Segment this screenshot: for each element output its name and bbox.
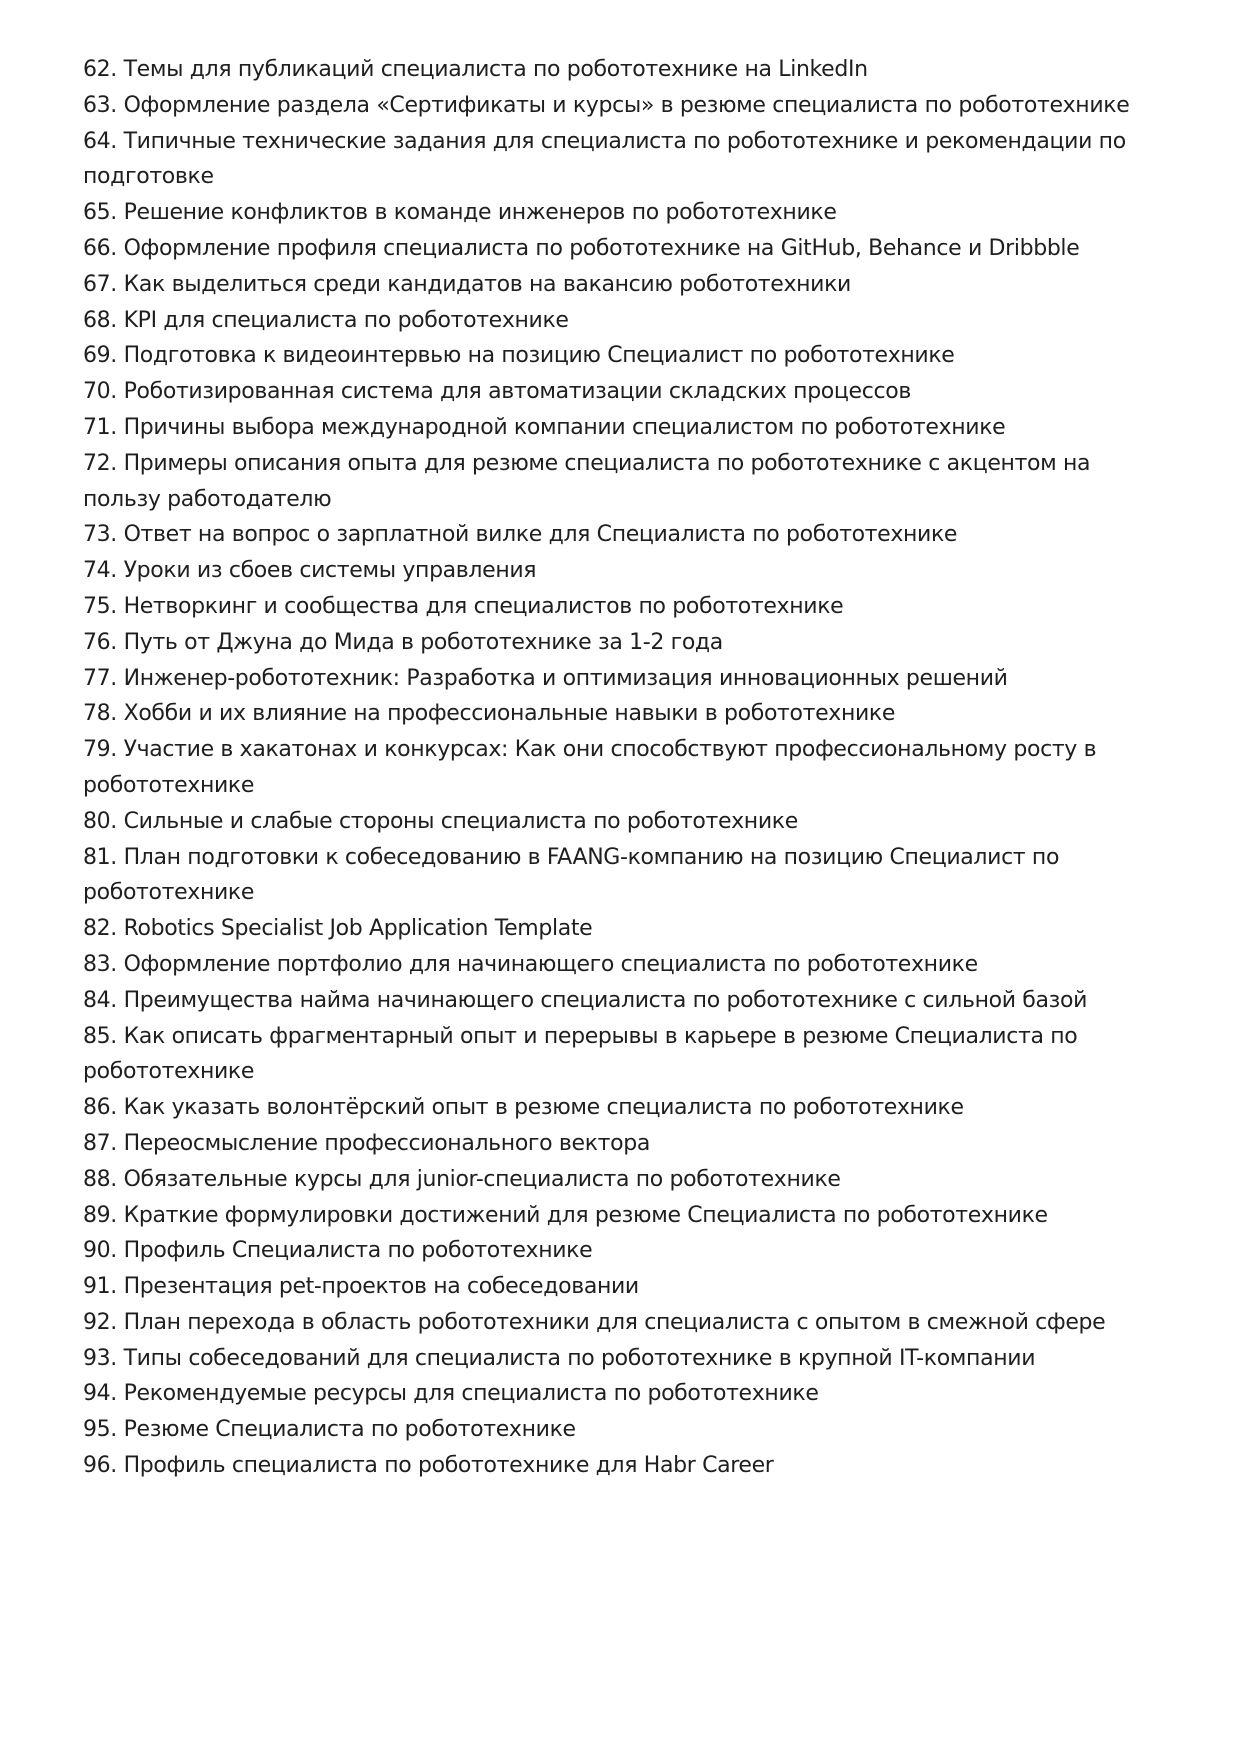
list-item <box>83 231 1163 267</box>
article-list <box>83 52 1163 1484</box>
list-item <box>83 195 1163 231</box>
item-title: Robotics Specialist Job Application Template <box>123 916 593 942</box>
item-number: 66. <box>83 235 117 261</box>
item-number: 76. <box>83 629 117 655</box>
item-number: 74. <box>83 558 117 584</box>
list-item <box>83 983 1163 1019</box>
list-item <box>83 410 1163 446</box>
list-item <box>83 1376 1163 1412</box>
item-number: 75. <box>83 593 117 619</box>
item-title: Переосмысление профессионального вектора <box>123 1130 650 1156</box>
item-title: Решение конфликтов в команде инженеров по робототехнике <box>123 200 837 226</box>
item-title: Краткие формулировки достижений для резюме Специалиста по робототехнике <box>123 1202 1048 1228</box>
item-number: 92. <box>83 1309 117 1335</box>
item-number: 93. <box>83 1345 117 1371</box>
list-item <box>83 804 1163 840</box>
item-title: Примеры описания опыта для резюме специалиста по робототехнике с акцентом на пользу работодателю <box>83 450 1091 512</box>
item-title: План подготовки к собеседованию в FAANG-компанию на позицию Специалист по робототехнике <box>83 844 1060 906</box>
item-number: 86. <box>83 1095 117 1121</box>
item-number: 90. <box>83 1238 117 1264</box>
item-number: 82. <box>83 916 117 942</box>
list-item <box>83 1090 1163 1126</box>
item-number: 85. <box>83 1023 117 1049</box>
item-title: Нетворкинг и сообщества для специалистов по робототехнике <box>123 593 844 619</box>
item-title: Резюме Специалиста по робототехнике <box>123 1417 576 1443</box>
item-number: 84. <box>83 987 117 1013</box>
item-title: Инженер-робототехник: Разработка и оптимизация инновационных решений <box>123 665 1008 691</box>
item-number: 96. <box>83 1453 117 1479</box>
list-item <box>83 1269 1163 1305</box>
item-title: Типы собеседований для специалиста по робототехнике в крупной IT-компании <box>123 1345 1036 1371</box>
list-item <box>83 696 1163 732</box>
item-title: План перехода в область робототехники для специалиста с опытом в смежной сфере <box>123 1309 1106 1335</box>
item-title: Роботизированная система для автоматизации складских процессов <box>123 379 911 405</box>
list-item <box>83 1162 1163 1198</box>
list-item <box>83 338 1163 374</box>
item-title: Рекомендуемые ресурсы для специалиста по робототехнике <box>123 1381 819 1407</box>
item-number: 80. <box>83 808 117 834</box>
list-item <box>83 446 1163 518</box>
item-title: Участие в хакатонах и конкурсах: Как они способствуют профессиональному росту в робототехнике <box>83 737 1097 798</box>
item-title: Оформление раздела «Сертификаты и курсы» в резюме специалиста по робототехнике <box>123 92 1130 118</box>
item-title: Ответ на вопрос о зарплатной вилке для Специалиста по робототехнике <box>123 522 958 548</box>
item-number: 83. <box>83 951 117 977</box>
list-item <box>83 1412 1163 1448</box>
list-item <box>83 124 1163 196</box>
item-title: Как указать волонтёрский опыт в резюме специалиста по робототехнике <box>123 1095 964 1121</box>
list-item <box>83 553 1163 589</box>
list-item <box>83 1305 1163 1341</box>
item-title: Типичные технические задания для специалиста по робототехнике и рекомендации по подготовке <box>83 128 1126 190</box>
list-item <box>83 1233 1163 1269</box>
item-number: 88. <box>83 1166 117 1192</box>
list-item <box>83 1126 1163 1162</box>
item-number: 94. <box>83 1381 117 1407</box>
list-item <box>83 1341 1163 1377</box>
list-item <box>83 1448 1163 1484</box>
item-title: Профиль специалиста по робототехнике для Habr Career <box>123 1453 774 1479</box>
list-item <box>83 1019 1163 1091</box>
item-number: 71. <box>83 414 117 440</box>
item-title: Презентация pet-проектов на собеседовании <box>123 1274 639 1300</box>
item-number: 95. <box>83 1417 117 1443</box>
item-title: Как выделиться среди кандидатов на вакансию робототехники <box>123 271 851 297</box>
item-title: Оформление профиля специалиста по робототехнике на GitHub, Behance и Dribbble <box>123 235 1080 261</box>
item-number: 81. <box>83 844 117 870</box>
list-item <box>83 840 1163 912</box>
item-title: Темы для публикаций специалиста по робототехнике на LinkedIn <box>123 57 868 82</box>
item-title: Хобби и их влияние на профессиональные навыки в робототехнике <box>123 701 896 727</box>
item-number: 69. <box>83 343 117 369</box>
list-item <box>83 947 1163 983</box>
list-item <box>83 661 1163 697</box>
list-item <box>83 374 1163 410</box>
item-title: Как описать фрагментарный опыт и перерывы в карьере в резюме Специалиста по робототехнике <box>83 1023 1078 1085</box>
item-title: KPI для специалиста по робототехнике <box>123 307 569 333</box>
item-number: 68. <box>83 307 117 333</box>
item-number: 72. <box>83 450 117 476</box>
item-title: Путь от Джуна до Мида в робототехнике за 1-2 года <box>123 629 723 655</box>
item-title: Сильные и слабые стороны специалиста по робототехнике <box>123 808 798 834</box>
list-item <box>83 625 1163 661</box>
item-number: 79. <box>83 737 117 763</box>
item-title: Оформление портфолио для начинающего специалиста по робототехнике <box>123 951 978 977</box>
item-number: 77. <box>83 665 117 691</box>
item-title: Профиль Специалиста по робототехнике <box>123 1238 593 1264</box>
item-number: 62. <box>83 57 117 82</box>
item-number: 87. <box>83 1130 117 1156</box>
item-number: 65. <box>83 200 117 226</box>
list-item <box>83 303 1163 339</box>
list-item <box>83 589 1163 625</box>
item-number: 89. <box>83 1202 117 1228</box>
item-number: 78. <box>83 701 117 727</box>
item-title: Причины выбора международной компании специалистом по робототехнике <box>123 414 1006 440</box>
list-item <box>83 732 1163 804</box>
item-number: 70. <box>83 379 117 405</box>
list-item <box>83 88 1163 124</box>
item-title: Подготовка к видеоинтервью на позицию Специалист по робототехнике <box>123 343 955 369</box>
item-title: Обязательные курсы для junior-специалиста по робототехнике <box>123 1166 841 1192</box>
list-item <box>83 52 1163 88</box>
list-item <box>83 517 1163 553</box>
item-title: Уроки из сбоев системы управления <box>123 558 537 584</box>
item-number: 91. <box>83 1274 117 1300</box>
list-item <box>83 911 1163 947</box>
item-number: 63. <box>83 92 117 118</box>
item-number: 67. <box>83 271 117 297</box>
list-item <box>83 1198 1163 1234</box>
item-title: Преимущества найма начинающего специалиста по робототехнике с сильной базой <box>123 987 1088 1013</box>
item-number: 73. <box>83 522 117 548</box>
list-item <box>83 267 1163 303</box>
item-number: 64. <box>83 128 117 154</box>
